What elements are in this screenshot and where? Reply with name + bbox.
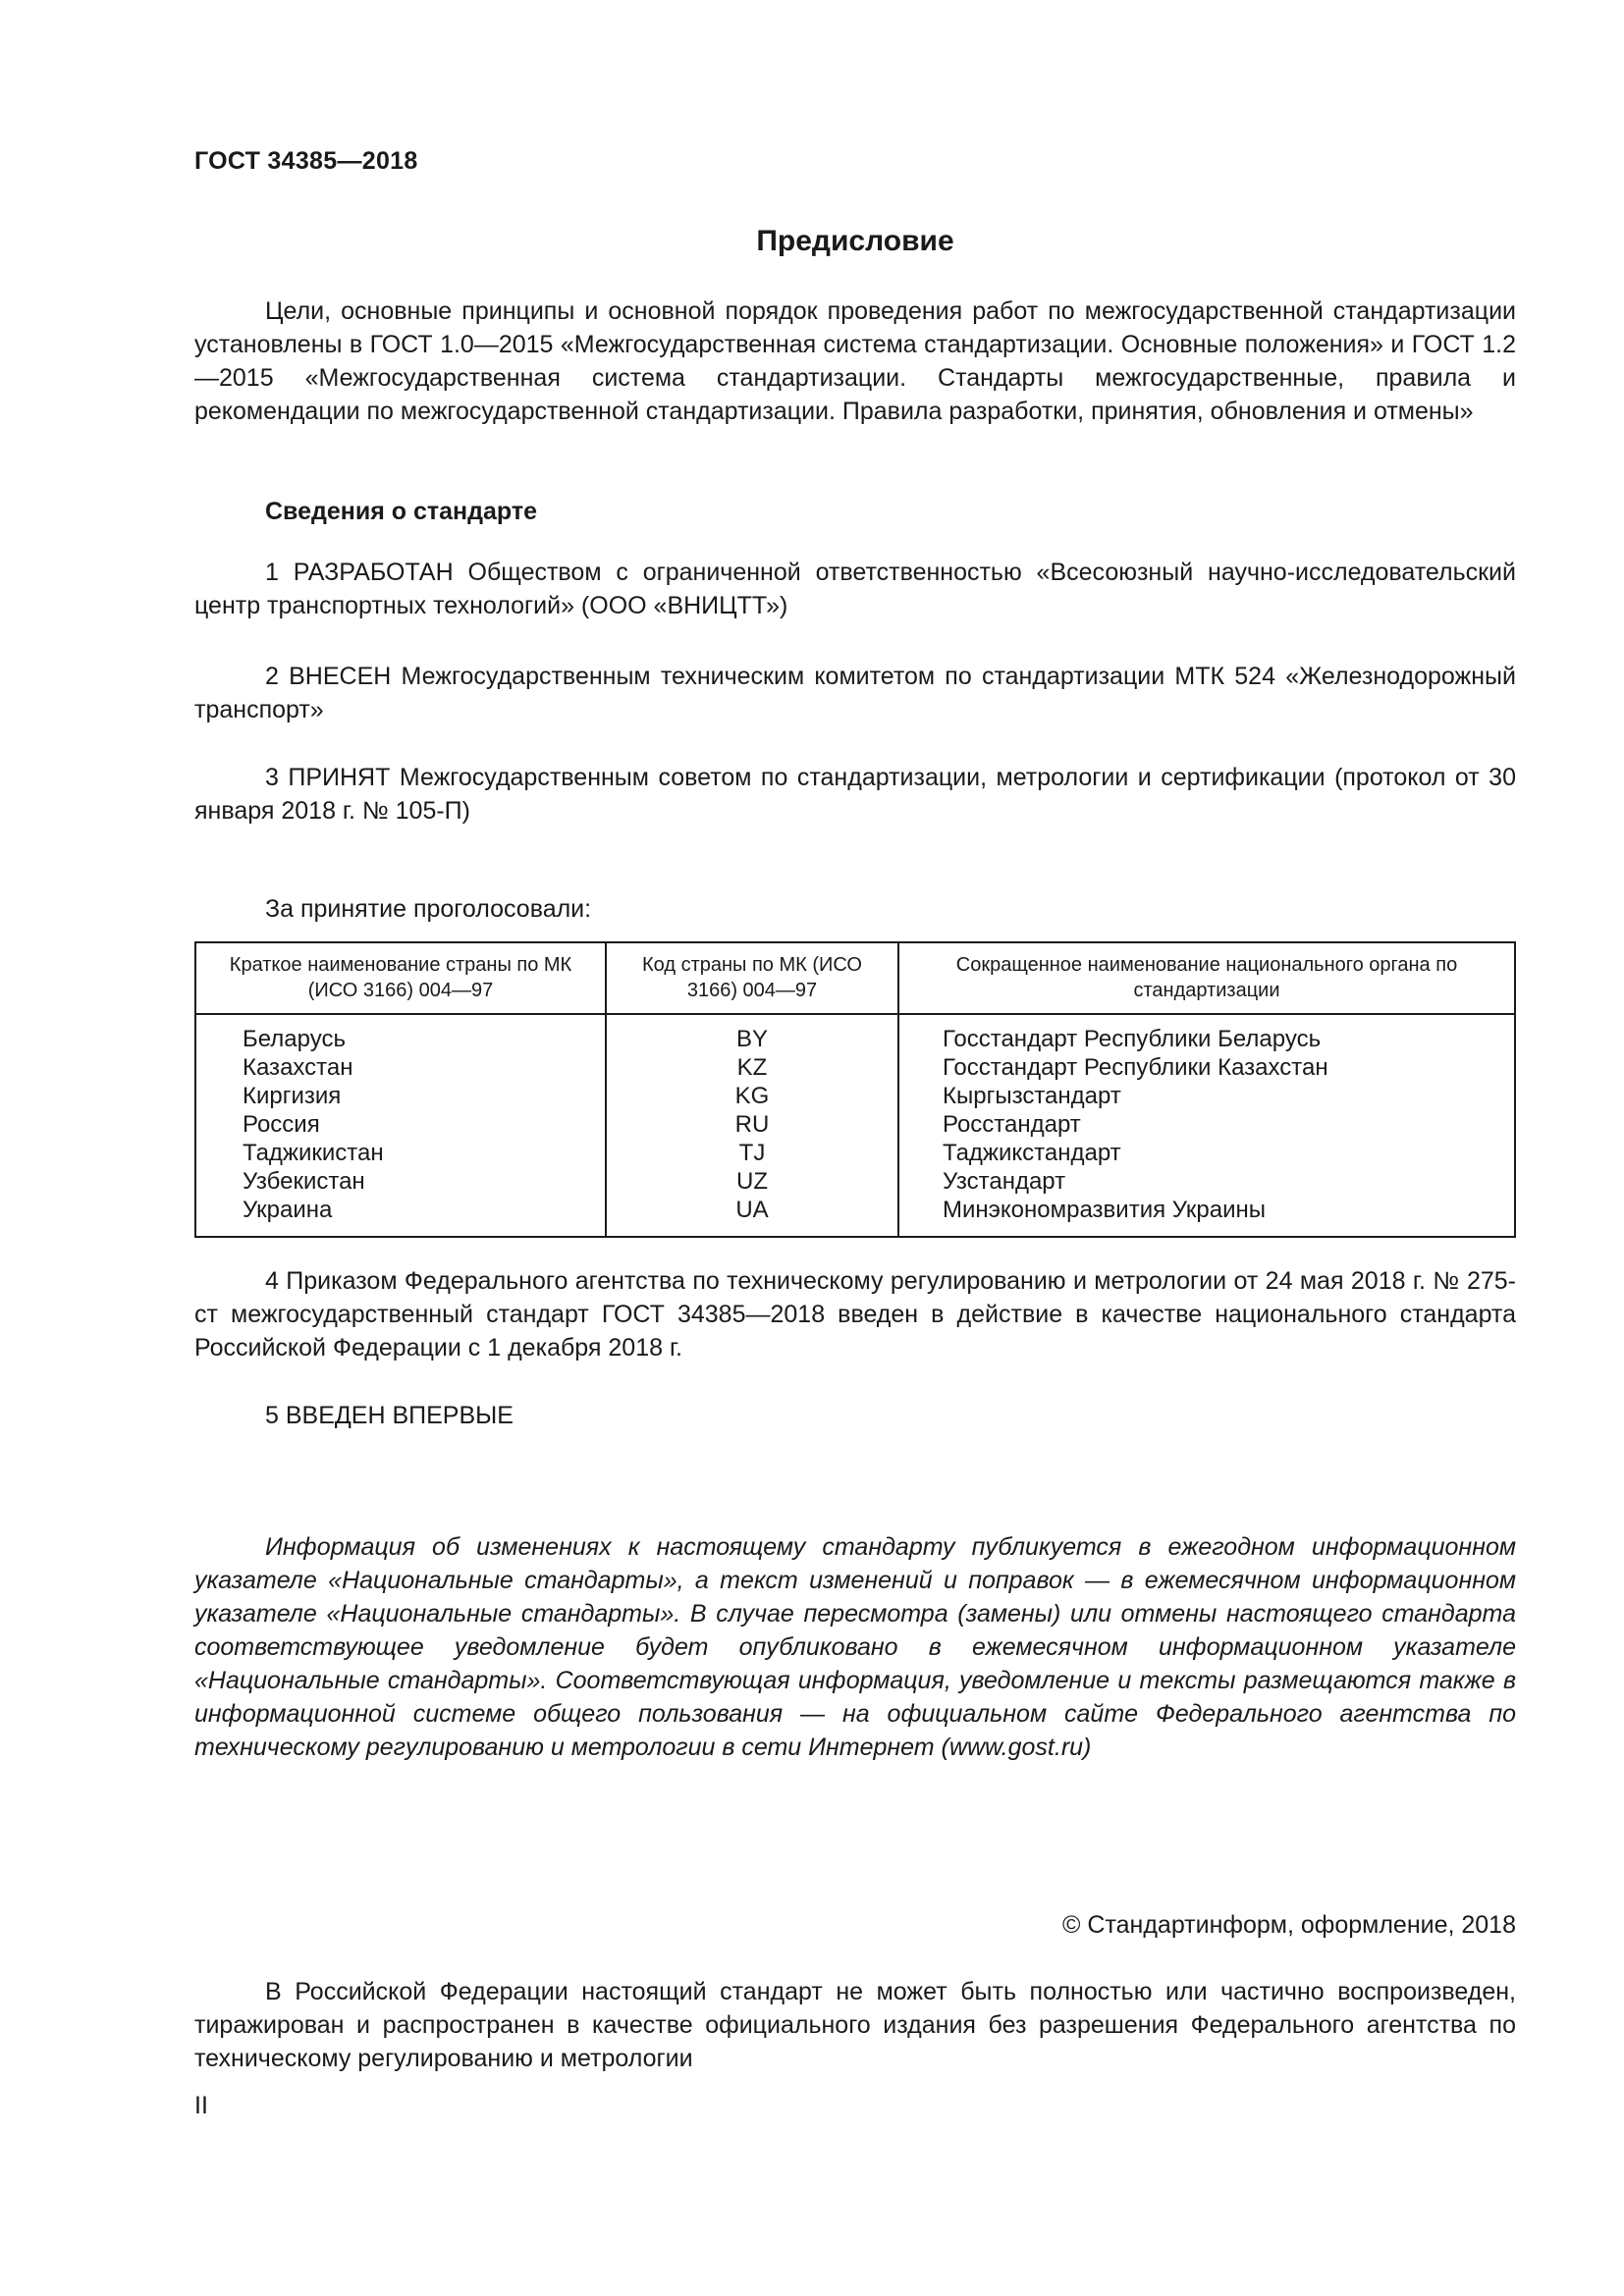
- country-code: KG: [734, 1083, 770, 1109]
- standards-body: Госстандарт Республики Беларусь: [943, 1026, 1322, 1052]
- country-name: Беларусь: [243, 1026, 346, 1052]
- intro-paragraph: Цели, основные принципы и основной порядок проведения работ по межгосударственной стандартизации установлены в ГОСТ 1.0—2015 «Межгосударственная система стандартизации. Основные положения» и ГОСТ 1.2—2015 «Межгосударственная система стандартизации. Стандарты межгосударственные, правила и рекомендации по межгосударственной стандартизации. Правила разработки, принятия, обновления и отмены»: [194, 297, 1516, 425]
- standards-body: Узстандарт: [943, 1168, 1066, 1195]
- changes-notice: Информация об изменениях к настоящему стандарту публикуется в ежегодном информационном указателе «Национальные стандарты», а текст изменений и поправок — в ежемесячном информационном указателе «Национальные стандарты». В случае пересмотра (замены) или отмены настоящего стандарта соответствующее уведомление будет опубликовано в ежемесячном информационном указателе «Национальные стандарты». Соответствующая информация, уведомление и тексты размещаются также в информационной системе общего пользования — на официальном сайте Федерального агентства по техническому регулированию и метрологии в сети Интернет (www.gost.ru): [194, 1533, 1516, 1761]
- country-name: Таджикистан: [243, 1140, 384, 1166]
- country-name: Киргизия: [243, 1083, 342, 1109]
- country-name: Украина: [243, 1197, 333, 1223]
- item-first-introduced: 5 ВВЕДЕН ВПЕРВЫЕ: [265, 1402, 514, 1429]
- item-submitted: 2 ВНЕСЕН Межгосударственным техническим комитетом по стандартизации МТК 524 «Железнодорожный транспорт»: [194, 663, 1516, 723]
- item-developed: 1 РАЗРАБОТАН Обществом с ограниченной ответственностью «Всесоюзный научно-исследовательский центр транспортных технологий» (ООО «ВНИЦТТ»): [194, 559, 1516, 619]
- header-country-name: Краткое наименование страны по МК (ИСО 3166) 004—97: [195, 942, 606, 1014]
- standards-body: Кыргызстандарт: [943, 1083, 1121, 1109]
- country-code: UA: [735, 1197, 769, 1223]
- standards-body: Госстандарт Республики Казахстан: [943, 1054, 1328, 1081]
- country-codes-cell: [606, 1014, 898, 1237]
- country-code: KZ: [736, 1054, 768, 1081]
- country-name: Узбекистан: [243, 1168, 365, 1195]
- document-code: ГОСТ 34385—2018: [194, 147, 418, 175]
- header-country-code: Код страны по МК (ИСО 3166) 004—97: [606, 942, 898, 1014]
- country-code: BY: [735, 1026, 768, 1052]
- country-code: TJ: [738, 1140, 766, 1166]
- item-adopted: 3 ПРИНЯТ Межгосударственным советом по стандартизации, метрологии и сертификации (протокол от 30 января 2018 г. № 105-П): [194, 764, 1516, 825]
- info-heading: Сведения о стандарте: [265, 498, 538, 525]
- voting-table: [194, 941, 1516, 1238]
- standards-bodies-cell: [898, 1014, 1515, 1237]
- page-title: Предисловие: [756, 225, 954, 257]
- country-code: UZ: [736, 1168, 768, 1195]
- table-body-row: [195, 1014, 1515, 1237]
- standards-body: Росстандарт: [943, 1111, 1081, 1138]
- vote-intro: За принятие проголосовали:: [265, 895, 592, 923]
- country-name: Россия: [243, 1111, 320, 1138]
- header-standards-body: Сокращенное наименование национального органа по стандартизации: [898, 942, 1515, 1014]
- country-names-cell: [195, 1014, 606, 1237]
- country-code: RU: [734, 1111, 770, 1138]
- page-number: II: [194, 2092, 208, 2119]
- standards-body: Минэкономразвития Украины: [943, 1197, 1267, 1223]
- table-header-row: [195, 942, 1515, 1014]
- rights-notice: В Российской Федерации настоящий стандарт не может быть полностью или частично воспроизведен, тиражирован и распространен в качестве официального издания без разрешения Федерального агентства по техническому регулированию и метрологии: [194, 1978, 1516, 2072]
- copyright-line: © Стандартинформ, оформление, 2018: [1062, 1911, 1516, 1939]
- country-name: Казахстан: [243, 1054, 353, 1081]
- standards-body: Таджикстандарт: [943, 1140, 1121, 1166]
- item-enacted: 4 Приказом Федерального агентства по техническому регулированию и метрологии от 24 мая 2018 г. № 275-ст межгосударственный стандарт ГОСТ 34385—2018 введен в действие в качестве национального стандарта Российской Федерации с 1 декабря 2018 г.: [194, 1267, 1516, 1362]
